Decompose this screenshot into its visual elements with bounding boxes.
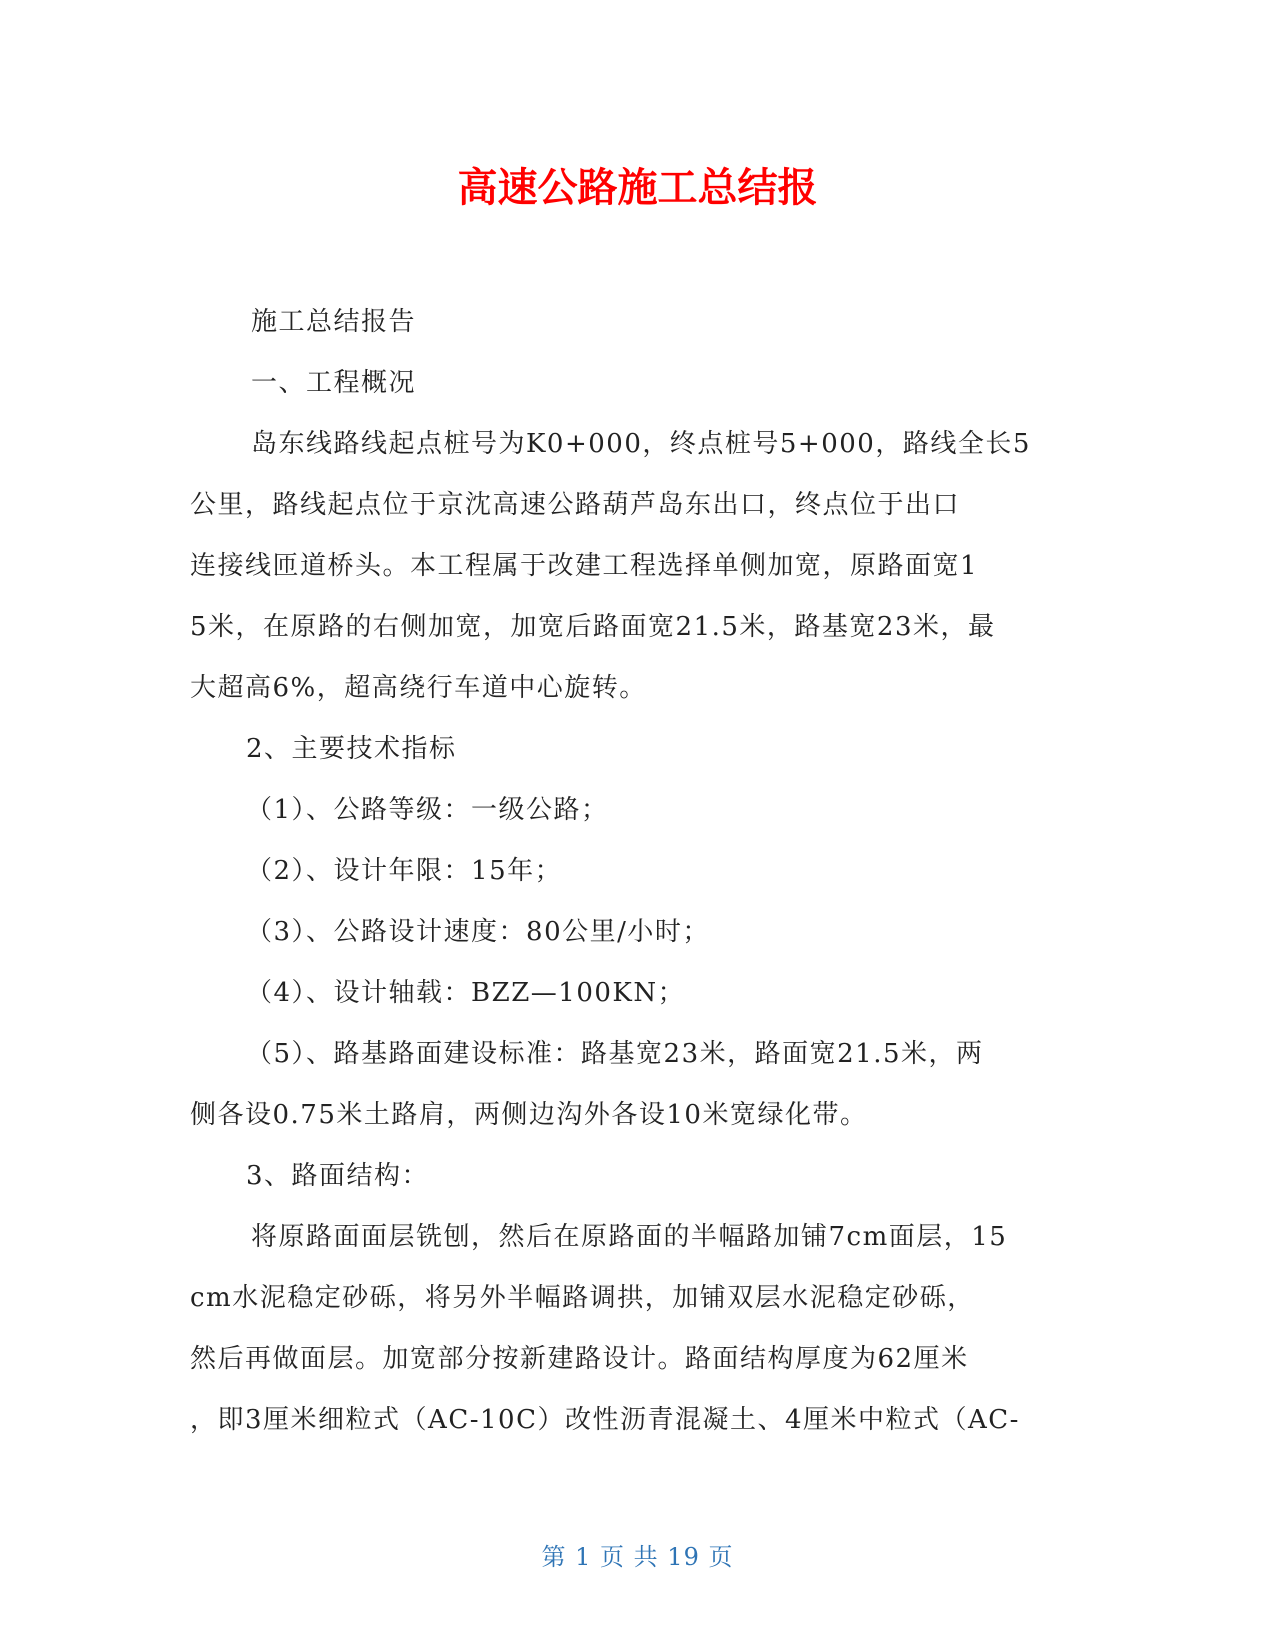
document-body <box>190 292 1085 1451</box>
list-item: （1）、公路等级：一级公路； <box>246 795 609 825</box>
document-title: 高速公路施工总结报 <box>457 165 818 211</box>
paragraph-line: cm水泥稳定砂砾，将另外半幅路调拱，加铺双层水泥稳定砂砾， <box>190 1283 975 1313</box>
paragraph-line: 5米，在原路的右侧加宽，加宽后路面宽21.5米，路基宽23米，最 <box>190 612 996 642</box>
section-heading: 一、工程概况 <box>251 368 417 398</box>
paragraph-line: 连接线匝道桥头。本工程属于改建工程选择单侧加宽，原路面宽1 <box>190 551 979 581</box>
list-item: （3）、公路设计速度：80公里/小时； <box>246 917 710 947</box>
section-heading: 2、主要技术指标 <box>246 734 457 764</box>
page-number-footer: 第 1 页 共 19 页 <box>541 1543 734 1571</box>
paragraph-line: 然后再做面层。加宽部分按新建路设计。路面结构厚度为62厘米 <box>190 1344 969 1374</box>
paragraph-line: ，即3厘米细粒式（AC-10C）改性沥青混凝土、4厘米中粒式（AC- <box>190 1405 1020 1435</box>
paragraph-line: 大超高6%，超高绕行车道中心旋转。 <box>190 673 647 703</box>
section-heading: 施工总结报告 <box>251 307 417 337</box>
list-item: （5）、路基路面建设标准：路基宽23米，路面宽21.5米，两 <box>246 1039 984 1069</box>
section-heading: 3、路面结构： <box>246 1161 430 1191</box>
paragraph-line: 公里，路线起点位于京沈高速公路葫芦岛东出口，终点位于出口 <box>190 490 961 520</box>
paragraph-line: 侧各设0.75米土路肩，两侧边沟外各设10米宽绿化带。 <box>190 1100 868 1130</box>
paragraph-line: 将原路面面层铣刨，然后在原路面的半幅路加铺7cm面层，15 <box>251 1222 1008 1252</box>
list-item: （4）、设计轴载：BZZ—100KN； <box>246 978 686 1008</box>
paragraph-line: 岛东线路线起点桩号为K0+000，终点桩号5+000，路线全长5 <box>251 429 1031 459</box>
list-item: （2）、设计年限：15年； <box>246 856 563 886</box>
